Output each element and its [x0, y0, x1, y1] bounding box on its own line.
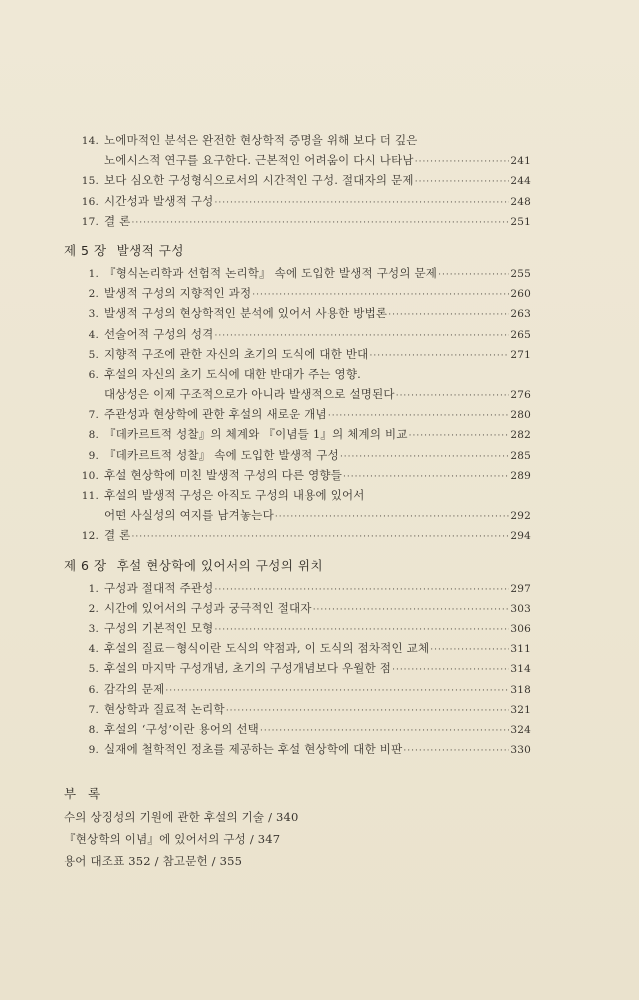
- toc-entry: [66, 525, 531, 545]
- toc-entry: [66, 344, 531, 364]
- appendix-heading: 부록: [64, 786, 113, 801]
- toc-entry-number: 8.: [88, 429, 99, 442]
- toc-entry-title: 시간에 있어서의 구성과 궁극적인 절대자: [104, 600, 312, 615]
- chapter-5-entries: [66, 263, 531, 546]
- toc-entry-number: 12.: [81, 530, 99, 543]
- toc-entry: [66, 465, 531, 485]
- toc-entry-number: 5.: [88, 663, 99, 676]
- toc-entry-title: 후설 현상학에 미친 발생적 구성의 다른 영향들: [104, 467, 343, 482]
- toc-entry-number: 1.: [88, 582, 99, 595]
- toc-leader-dots: [215, 580, 510, 600]
- toc-entry: [66, 739, 531, 759]
- toc-entry-page: 285: [510, 449, 531, 462]
- toc-entry: [66, 130, 531, 150]
- toc-entry-title: 결 론: [104, 213, 131, 228]
- toc-entry-number: 9.: [88, 744, 99, 757]
- toc-entry: [66, 150, 531, 170]
- toc-entry-title: 후설의 마지막 구성개념, 초기의 구성개념보다 우월한 점: [104, 661, 392, 676]
- toc-leader-dots: [396, 386, 510, 406]
- toc-entry-page: 263: [510, 308, 531, 321]
- toc-entry-number: 5.: [88, 348, 99, 361]
- toc-entry: [66, 578, 531, 598]
- toc-entry-page: 244: [510, 175, 531, 188]
- toc-entry-page: 276: [510, 389, 531, 402]
- toc-leader-dots: [403, 741, 509, 761]
- toc-entry-page: 330: [510, 744, 531, 757]
- toc-entry-title: 『데카르트적 성찰』 속에 도입한 발생적 구성: [104, 447, 339, 462]
- toc-leader-dots: [252, 285, 509, 305]
- toc-leader-dots: [340, 447, 509, 467]
- toc-entry-number: 15.: [81, 175, 99, 188]
- toc-entry: [66, 658, 531, 678]
- toc-entry-number: 6.: [88, 368, 99, 381]
- toc-entry-page: 292: [510, 510, 531, 523]
- toc-leader-dots: [415, 172, 510, 192]
- toc-entry-title: 노에시스적 연구를 요구한다. 근본적인 어려움이 다시 나타남: [104, 153, 414, 168]
- toc-entry: [66, 638, 531, 658]
- toc-entry-number: 9.: [88, 449, 99, 462]
- toc-entry: [66, 191, 531, 211]
- toc-entry-title: 현상학과 질료적 논리학: [104, 701, 225, 716]
- toc-leader-dots: [275, 507, 509, 527]
- toc-entry: [66, 679, 531, 699]
- toc-leader-dots: [131, 527, 509, 547]
- toc-entry-page: 311: [510, 643, 531, 656]
- toc-entry-page: 255: [510, 267, 531, 280]
- chapter-6-entries: [66, 578, 531, 760]
- toc-entry-title: 후설의 발생적 구성은 아직도 구성의 내용에 있어서: [104, 488, 365, 502]
- toc-entry-number: 4.: [88, 328, 99, 341]
- toc-entry-title: 발생적 구성의 지향적인 과정: [104, 286, 252, 301]
- toc-entry: [66, 263, 531, 283]
- toc-entry-title: 선술어적 구성의 성격: [104, 326, 214, 341]
- toc-entry: [66, 324, 531, 344]
- toc-entry-title: 구성의 기본적인 모형: [104, 620, 214, 635]
- appendix-line: 『현상학의 이념』에 있어서의 구성 / 347: [64, 832, 281, 846]
- toc-entry-title: 대상성은 이제 구조적으로가 아니라 발생적으로 설명된다: [104, 387, 395, 402]
- toc-leader-dots: [430, 640, 509, 660]
- toc-entry-page: 248: [510, 195, 531, 208]
- toc-entry-title: 발생적 구성의 현상학적인 분석에 있어서 사용한 방법론: [104, 306, 388, 321]
- toc-entry-number: 10.: [81, 469, 99, 482]
- toc-entry-title: 후설의 ‘구성’이란 용어의 선택: [104, 721, 259, 736]
- toc-entry-page: 321: [510, 703, 531, 716]
- toc-entry-number: 8.: [88, 723, 99, 736]
- toc-entry-number: 3.: [88, 622, 99, 635]
- chapter-5-title: 발생적 구성: [116, 242, 184, 258]
- toc-entry-page: 241: [510, 155, 531, 168]
- toc-leader-dots: [313, 600, 510, 620]
- toc-leader-dots: [328, 406, 510, 426]
- chapter-6-number: 제 6 장: [64, 557, 107, 573]
- toc-entry-page: 303: [510, 602, 531, 615]
- toc-entry-title: 결 론: [104, 528, 131, 543]
- toc-entry-title: 구성과 절대적 주관성: [104, 580, 214, 595]
- toc-entry-number: 7.: [88, 409, 99, 422]
- toc-leader-dots: [131, 213, 509, 233]
- toc-entry: [66, 303, 531, 323]
- toc-leader-dots: [438, 265, 509, 285]
- toc-leader-dots: [165, 681, 509, 701]
- toc-entry: [66, 283, 531, 303]
- toc-entry-page: 289: [510, 469, 531, 482]
- toc-entry-title: 감각의 문제: [104, 681, 165, 696]
- toc-entry-number: 17.: [81, 215, 99, 228]
- toc-entry-title: 『형식논리학과 선험적 논리학』 속에 도입한 발생적 구성의 문제: [104, 265, 438, 280]
- toc-entry-title: 지향적 구조에 관한 자신의 초기의 도식에 대한 반대: [104, 346, 369, 361]
- chapter-6-heading: [64, 556, 531, 576]
- toc-entry: [66, 618, 531, 638]
- toc-entry-title: 노에마적인 분석은 완전한 현상학적 증명을 위해 보다 더 깊은: [104, 133, 418, 147]
- appendix-line: 용어 대조표 352 / 참고문헌 / 355: [64, 854, 243, 868]
- toc-entry-page: 297: [510, 582, 531, 595]
- toc-entry: [66, 445, 531, 465]
- toc-entry-title: 『데카르트적 성찰』의 체계와 『이념들 1』의 체계의 비교: [104, 427, 408, 442]
- toc-entry-page: 280: [510, 409, 531, 422]
- toc-entry: [66, 364, 531, 384]
- toc-entry: [66, 211, 531, 231]
- toc-entry-page: 251: [510, 215, 531, 228]
- toc-entry-number: 11.: [81, 490, 99, 502]
- toc-entry-page: 265: [510, 328, 531, 341]
- chapter-5-number: 제 5 장: [64, 242, 107, 258]
- toc-entry-page: 314: [510, 663, 531, 676]
- toc-entry-title: 실재에 철학적인 정초를 제공하는 후설 현상학에 대한 비판: [104, 742, 403, 757]
- toc-entry-page: 294: [510, 530, 531, 543]
- toc-entry: [66, 485, 531, 505]
- toc-entry: [66, 598, 531, 618]
- toc-leader-dots: [415, 152, 510, 172]
- appendix-line: 수의 상징성의 기원에 관한 후설의 기술 / 340: [64, 810, 299, 824]
- appendix-section: [64, 784, 534, 872]
- toc-entry-page: 260: [510, 288, 531, 301]
- toc-leader-dots: [260, 721, 509, 741]
- toc-entry: [66, 505, 531, 525]
- toc-entry: [66, 699, 531, 719]
- toc-entry-title: 보다 심오한 구성형식으로서의 시간적인 구성. 절대자의 문제: [104, 173, 414, 188]
- toc-entry-number: 4.: [88, 643, 99, 656]
- toc-entry-title: 시간성과 발생적 구성: [104, 193, 214, 208]
- toc-entry-number: 2.: [88, 288, 99, 301]
- toc-entry: [66, 424, 531, 444]
- toc-entry-title: 주관성과 현상학에 관한 후설의 새로운 개념: [104, 407, 327, 422]
- toc-leader-dots: [369, 346, 509, 366]
- toc-leader-dots: [409, 426, 510, 446]
- toc-leader-dots: [388, 305, 509, 325]
- toc-entry-title: 후설의 질료－형식이란 도식의 약점과, 이 도식의 점차적인 교체: [104, 641, 430, 656]
- toc-entry-page: 324: [510, 723, 531, 736]
- toc-entry-number: 6.: [88, 683, 99, 696]
- toc-leader-dots: [215, 620, 510, 640]
- toc-entry-page: 318: [510, 683, 531, 696]
- toc-leader-dots: [343, 467, 509, 487]
- toc-entry-page: 271: [510, 348, 531, 361]
- toc-entry-title: 어떤 사실성의 여지를 남겨놓는다: [104, 508, 274, 523]
- toc-entry: [66, 384, 531, 404]
- toc-entry: [66, 719, 531, 739]
- toc-leader-dots: [215, 193, 510, 213]
- toc-entry-number: 16.: [81, 195, 99, 208]
- toc-entry-page: 282: [510, 429, 531, 442]
- toc-entry-number: 3.: [88, 308, 99, 321]
- toc-entry-number: 1.: [88, 267, 99, 280]
- table-of-contents: [66, 130, 531, 759]
- toc-entry-title: 후설의 자신의 초기 도식에 대한 반대가 주는 영향.: [104, 366, 362, 381]
- toc-chapter4-tail: [66, 130, 531, 231]
- chapter-6-title: 후설 현상학에 있어서의 구성의 위치: [116, 557, 324, 573]
- toc-leader-dots: [215, 326, 510, 346]
- toc-entry: [66, 170, 531, 190]
- toc-leader-dots: [392, 660, 509, 680]
- toc-entry-number: 14.: [81, 135, 99, 147]
- toc-entry-number: 2.: [88, 602, 99, 615]
- toc-entry-page: 306: [510, 622, 531, 635]
- chapter-5-heading: [64, 241, 531, 261]
- toc-leader-dots: [226, 701, 510, 721]
- toc-entry-number: 7.: [88, 703, 99, 716]
- toc-entry: [66, 404, 531, 424]
